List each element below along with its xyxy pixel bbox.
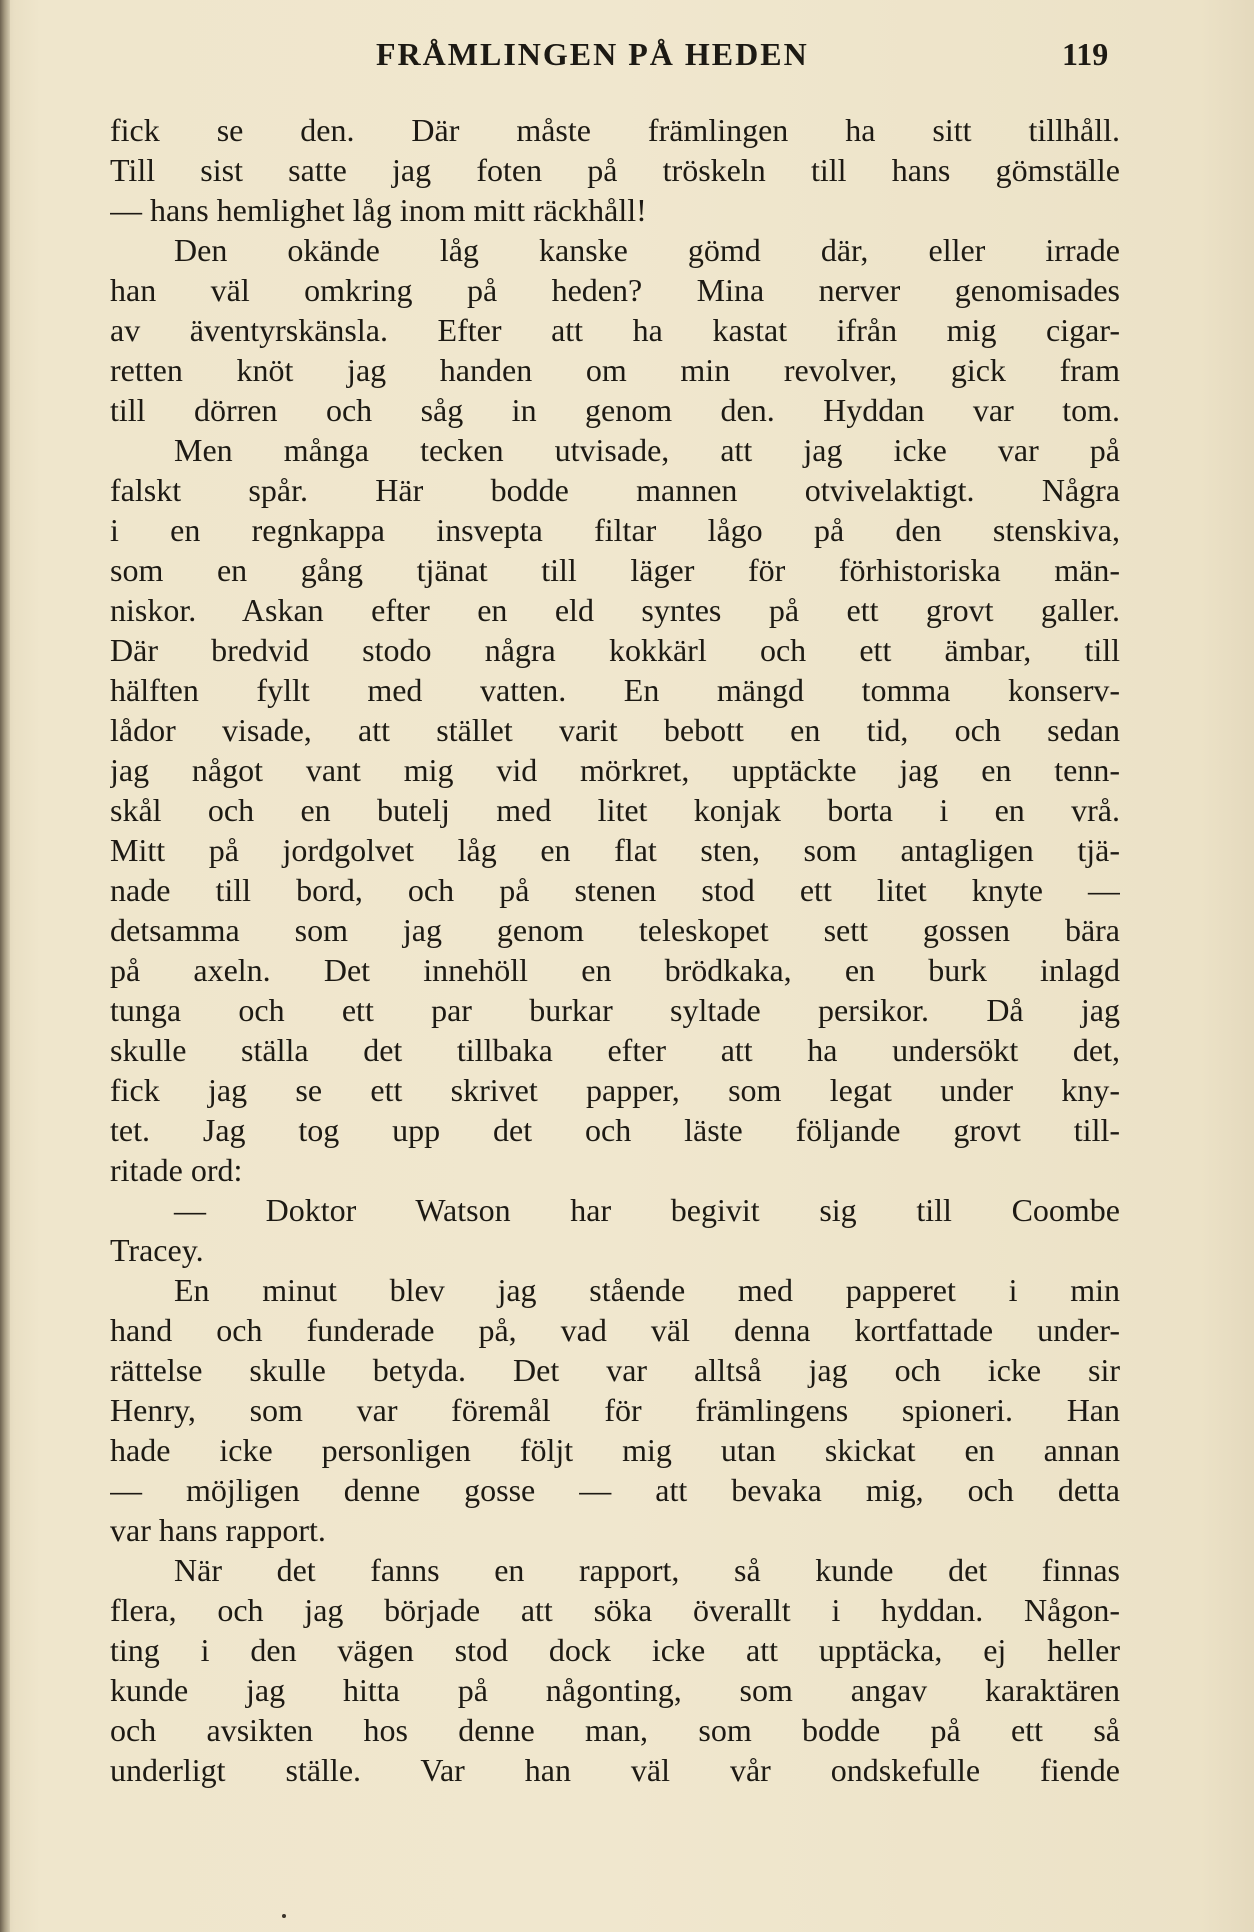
text-line: retten knöt jag handen om min revolver, gick fram xyxy=(110,352,1120,388)
print-speck xyxy=(282,1914,286,1918)
text-line: Den okände låg kanske gömd där, eller irrade xyxy=(174,232,1120,268)
text-line: till dörren och såg in genom den. Hyddan var tom. xyxy=(110,392,1120,428)
text-line: av äventyrskänsla. Efter att ha kastat ifrån mig cigar- xyxy=(110,312,1120,348)
text-line: kunde jag hitta på någonting, som angav karaktären xyxy=(110,1672,1120,1708)
text-line: hade icke personligen följt mig utan skickat en annan xyxy=(110,1432,1120,1468)
text-line: och avsikten hos denne man, som bodde på ett så xyxy=(110,1712,1120,1748)
text-line: När det fanns en rapport, så kunde det finnas xyxy=(174,1552,1120,1588)
text-line: i en regnkappa insvepta filtar lågo på den stenskiva, xyxy=(110,512,1120,548)
text-line: — möjligen denne gosse — att bevaka mig, och detta xyxy=(110,1472,1120,1508)
book-spine-shadow xyxy=(0,0,10,1932)
text-line: falskt spår. Här bodde mannen otvivelaktigt. Några xyxy=(110,472,1120,508)
text-line: ritade ord: xyxy=(110,1152,243,1188)
text-line: Där bredvid stodo några kokkärl och ett ämbar, till xyxy=(110,632,1120,668)
text-line: fick se den. Där måste främlingen ha sitt tillhåll. xyxy=(110,112,1120,148)
text-line: som en gång tjänat till läger för förhistoriska män- xyxy=(110,552,1120,588)
text-line: Till sist satte jag foten på tröskeln till hans gömställe xyxy=(110,152,1120,188)
text-line: hand och funderade på, vad väl denna kortfattade under- xyxy=(110,1312,1120,1348)
text-line: skål och en butelj med litet konjak borta i en vrå. xyxy=(110,792,1120,828)
text-line: flera, och jag började att söka överallt i hyddan. Någon- xyxy=(110,1592,1120,1628)
text-line: fick jag se ett skrivet papper, som legat under kny- xyxy=(110,1072,1120,1108)
text-line: på axeln. Det innehöll en brödkaka, en burk inlagd xyxy=(110,952,1120,988)
text-line: var hans rapport. xyxy=(110,1512,326,1548)
text-line: ting i den vägen stod dock icke att upptäcka, ej heller xyxy=(110,1632,1120,1668)
text-line: lådor visade, att stället varit bebott en tid, och sedan xyxy=(110,712,1120,748)
text-line: — hans hemlighet låg inom mitt räckhåll! xyxy=(110,192,647,228)
text-line: rättelse skulle betyda. Det var alltså jag och icke sir xyxy=(110,1352,1120,1388)
text-line: skulle ställa det tillbaka efter att ha undersökt det, xyxy=(110,1032,1120,1068)
text-line: tunga och ett par burkar syltade persikor. Då jag xyxy=(110,992,1120,1028)
text-line: Henry, som var föremål för främlingens spioneri. Han xyxy=(110,1392,1120,1428)
text-line: detsamma som jag genom teleskopet sett gossen bära xyxy=(110,912,1120,948)
text-line: niskor. Askan efter en eld syntes på ett grovt galler. xyxy=(110,592,1120,628)
text-line: hälften fyllt med vatten. En mängd tomma konserv- xyxy=(110,672,1120,708)
text-line: nade till bord, och på stenen stod ett litet knyte — xyxy=(110,872,1120,908)
text-line: underligt ställe. Var han väl vår ondskefulle fiende xyxy=(110,1752,1120,1788)
text-line: tet. Jag tog upp det och läste följande grovt till- xyxy=(110,1112,1120,1148)
text-line: Mitt på jordgolvet låg en flat sten, som antagligen tjä- xyxy=(110,832,1120,868)
text-line: Men många tecken utvisade, att jag icke var på xyxy=(174,432,1120,468)
text-line: jag något vant mig vid mörkret, upptäckte jag en tenn- xyxy=(110,752,1120,788)
text-line: — Doktor Watson har begivit sig till Coombe xyxy=(174,1192,1120,1228)
running-title: FRÅMLINGEN PÅ HEDEN xyxy=(376,36,809,72)
page-number: 119 xyxy=(1062,36,1109,72)
text-line: En minut blev jag stående med papperet i min xyxy=(174,1272,1120,1308)
text-line: han väl omkring på heden? Mina nerver genomisades xyxy=(110,272,1120,308)
body-text xyxy=(110,110,1120,1790)
text-line: Tracey. xyxy=(110,1232,204,1268)
